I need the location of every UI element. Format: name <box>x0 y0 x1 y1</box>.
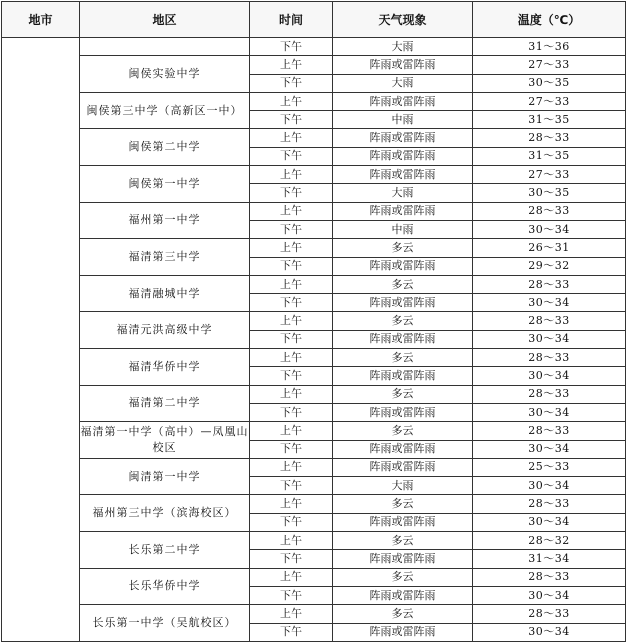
school-name: 福清融城中学 <box>80 275 250 312</box>
temperature-cell: 28～32 <box>473 532 626 550</box>
temperature-cell: 30～34 <box>473 220 626 238</box>
weather-cell: 多云 <box>333 385 473 403</box>
table-row <box>2 166 626 184</box>
weather-cell: 阵雨或雷阵雨 <box>333 513 473 531</box>
time-cell: 下午 <box>250 550 333 568</box>
temperature-cell: 30～34 <box>473 440 626 458</box>
time-cell: 下午 <box>250 111 333 129</box>
weather-cell: 多云 <box>333 312 473 330</box>
temperature-cell: 28～33 <box>473 385 626 403</box>
school-name: 闽清第一中学 <box>80 458 250 495</box>
weather-cell: 大雨 <box>333 38 473 56</box>
table-row <box>2 202 626 220</box>
time-cell: 下午 <box>250 257 333 275</box>
temperature-cell: 28～33 <box>473 129 626 147</box>
weather-cell: 阵雨或雷阵雨 <box>333 403 473 421</box>
school-name: 长乐第二中学 <box>80 532 250 569</box>
table-row <box>2 605 626 623</box>
table-row <box>2 568 626 586</box>
time-cell: 上午 <box>250 275 333 293</box>
temperature-cell: 30～34 <box>473 623 626 641</box>
school-name: 闽侯第二中学 <box>80 129 250 166</box>
time-cell: 下午 <box>250 477 333 495</box>
temperature-cell: 30～34 <box>473 367 626 385</box>
school-name: 福清第二中学 <box>80 385 250 422</box>
temperature-cell: 30～34 <box>473 403 626 421</box>
school-name: 福州第一中学 <box>80 202 250 239</box>
time-cell: 下午 <box>250 74 333 92</box>
weather-forecast-table <box>1 1 626 642</box>
time-cell: 下午 <box>250 513 333 531</box>
weather-cell: 大雨 <box>333 184 473 202</box>
time-cell: 上午 <box>250 422 333 440</box>
table-row <box>2 312 626 330</box>
temperature-cell: 28～33 <box>473 422 626 440</box>
temperature-cell: 30～34 <box>473 513 626 531</box>
school-name: 福清第一中学（高中）—凤凰山校区 <box>80 422 250 459</box>
time-cell: 下午 <box>250 38 333 56</box>
weather-cell: 阵雨或雷阵雨 <box>333 92 473 110</box>
school-name: 福清元洪高级中学 <box>80 312 250 349</box>
temperature-cell: 27～33 <box>473 56 626 74</box>
weather-cell: 多云 <box>333 495 473 513</box>
school-name: 闽侯第三中学（高新区一中） <box>80 92 250 129</box>
time-cell: 上午 <box>250 202 333 220</box>
table-row <box>2 56 626 74</box>
weather-cell: 阵雨或雷阵雨 <box>333 367 473 385</box>
school-name: 闽侯第一中学 <box>80 166 250 203</box>
table-row <box>2 495 626 513</box>
weather-cell: 中雨 <box>333 111 473 129</box>
weather-cell: 阵雨或雷阵雨 <box>333 330 473 348</box>
weather-cell: 阵雨或雷阵雨 <box>333 257 473 275</box>
table-row <box>2 92 626 110</box>
header-temperature: 温度（℃） <box>473 2 626 38</box>
weather-cell: 阵雨或雷阵雨 <box>333 440 473 458</box>
temperature-cell: 28～33 <box>473 312 626 330</box>
temperature-cell: 28～33 <box>473 568 626 586</box>
weather-cell: 阵雨或雷阵雨 <box>333 147 473 165</box>
weather-cell: 阵雨或雷阵雨 <box>333 129 473 147</box>
temperature-cell: 26～31 <box>473 239 626 257</box>
header-weather: 天气现象 <box>333 2 473 38</box>
weather-cell: 阵雨或雷阵雨 <box>333 166 473 184</box>
table-row <box>2 532 626 550</box>
table-row <box>2 129 626 147</box>
table-row <box>2 458 626 476</box>
forecast-body <box>2 38 626 642</box>
temperature-cell: 25～33 <box>473 458 626 476</box>
temperature-cell: 28～33 <box>473 202 626 220</box>
temperature-cell: 28～33 <box>473 275 626 293</box>
weather-cell: 多云 <box>333 239 473 257</box>
school-name: 福州第三中学（滨海校区） <box>80 495 250 532</box>
temperature-cell: 31～35 <box>473 147 626 165</box>
temperature-cell: 27～33 <box>473 92 626 110</box>
time-cell: 下午 <box>250 220 333 238</box>
temperature-cell: 27～33 <box>473 166 626 184</box>
temperature-cell: 30～34 <box>473 294 626 312</box>
time-cell: 下午 <box>250 184 333 202</box>
time-cell: 下午 <box>250 294 333 312</box>
time-cell: 上午 <box>250 56 333 74</box>
weather-cell: 阵雨或雷阵雨 <box>333 56 473 74</box>
time-cell: 上午 <box>250 312 333 330</box>
weather-cell: 多云 <box>333 568 473 586</box>
header-time: 时间 <box>250 2 333 38</box>
temperature-cell: 31～36 <box>473 38 626 56</box>
time-cell: 下午 <box>250 586 333 604</box>
weather-cell: 阵雨或雷阵雨 <box>333 550 473 568</box>
temperature-cell: 31～34 <box>473 550 626 568</box>
time-cell: 下午 <box>250 403 333 421</box>
time-cell: 下午 <box>250 330 333 348</box>
weather-cell: 大雨 <box>333 74 473 92</box>
temperature-cell: 30～35 <box>473 184 626 202</box>
temperature-cell: 29～32 <box>473 257 626 275</box>
temperature-cell: 28～33 <box>473 495 626 513</box>
time-cell: 上午 <box>250 495 333 513</box>
temperature-cell: 30～35 <box>473 74 626 92</box>
time-cell: 下午 <box>250 623 333 641</box>
time-cell: 上午 <box>250 129 333 147</box>
weather-cell: 阵雨或雷阵雨 <box>333 458 473 476</box>
school-name: 福清华侨中学 <box>80 349 250 386</box>
area-cell <box>80 38 250 56</box>
weather-cell: 多云 <box>333 349 473 367</box>
weather-cell: 阵雨或雷阵雨 <box>333 623 473 641</box>
time-cell: 下午 <box>250 147 333 165</box>
temperature-cell: 30～34 <box>473 477 626 495</box>
table-row <box>2 239 626 257</box>
time-cell: 上午 <box>250 458 333 476</box>
header-row <box>2 2 626 38</box>
temperature-cell: 28～33 <box>473 605 626 623</box>
temperature-cell: 28～33 <box>473 349 626 367</box>
table-row <box>2 275 626 293</box>
time-cell: 下午 <box>250 440 333 458</box>
time-cell: 上午 <box>250 568 333 586</box>
weather-cell: 大雨 <box>333 477 473 495</box>
weather-cell: 中雨 <box>333 220 473 238</box>
temperature-cell: 30～34 <box>473 330 626 348</box>
school-name: 闽侯实验中学 <box>80 56 250 93</box>
header-area: 地区 <box>80 2 250 38</box>
time-cell: 上午 <box>250 532 333 550</box>
time-cell: 上午 <box>250 239 333 257</box>
time-cell: 上午 <box>250 166 333 184</box>
time-cell: 下午 <box>250 367 333 385</box>
school-name: 福清第三中学 <box>80 239 250 276</box>
weather-cell: 多云 <box>333 275 473 293</box>
table-row <box>2 38 626 56</box>
weather-cell: 多云 <box>333 605 473 623</box>
school-name: 长乐第一中学（吴航校区） <box>80 605 250 642</box>
weather-cell: 多云 <box>333 422 473 440</box>
time-cell: 上午 <box>250 92 333 110</box>
weather-cell: 阵雨或雷阵雨 <box>333 202 473 220</box>
weather-cell: 阵雨或雷阵雨 <box>333 586 473 604</box>
temperature-cell: 30～34 <box>473 586 626 604</box>
table-row <box>2 349 626 367</box>
city-cell <box>2 38 80 642</box>
weather-cell: 阵雨或雷阵雨 <box>333 294 473 312</box>
header-city: 地市 <box>2 2 80 38</box>
table-row <box>2 385 626 403</box>
school-name: 长乐华侨中学 <box>80 568 250 605</box>
time-cell: 上午 <box>250 605 333 623</box>
weather-cell: 多云 <box>333 532 473 550</box>
time-cell: 上午 <box>250 349 333 367</box>
table-row <box>2 422 626 440</box>
time-cell: 上午 <box>250 385 333 403</box>
temperature-cell: 31～35 <box>473 111 626 129</box>
